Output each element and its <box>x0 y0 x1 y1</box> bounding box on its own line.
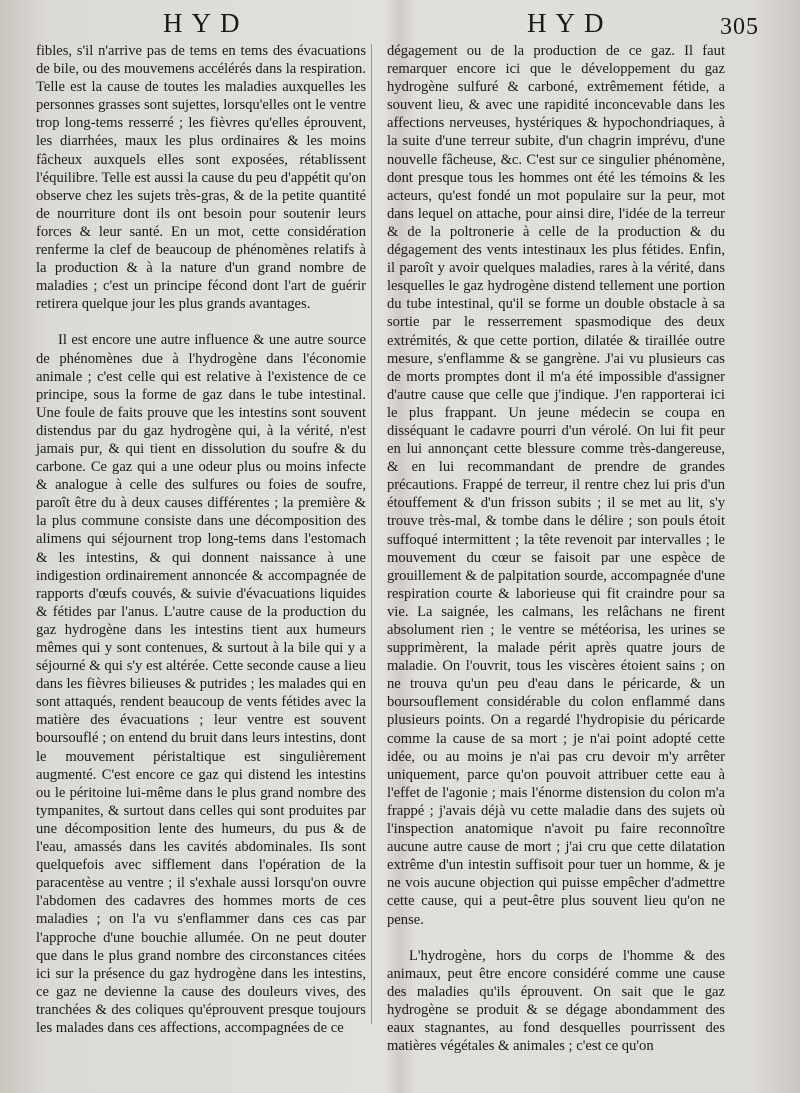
paragraph: Il est encore une autre influence & une autre source de phénomènes due à l'hydrogène dans l'économie animale ; c'est celle qui est relative à l'existence de ce principe, sous la forme de gaz dans le tube intestinal. Une foule de faits prouve que les intestins sont souvent distendus par du gaz hydrogène qui, à la vérité, n'est jamais pur, & qui tient en dissolution du soufre & du carbone. Ce gaz qui a une odeur plus ou moins infecte & analogue à celle des sulfures ou foies de soufre, paroît être du à deux causes différentes ; la première & la plus commune consiste dans une décomposition des alimens qui séjournent trop long-tems dans l'estomach & les intestins, & qui donnent naissance à une indigestion ordinairement annoncée & accompagnée de rapports d'œufs couvés, & suivie d'évacuations liquides & fétides par l'anus. L'autre cause de la production du gaz hydrogène dans les intestins tient aux humeurs mêmes qui y sont contenues, & surtout à la bile qui y a séjourné & qui s'y est altérée. Cette seconde cause a lieu dans les fièvres bilieuses & putrides ; les malades qui en sont attaqués, rendent beaucoup de vents fétides avec la matière des évacuations ; leur ventre est souvent boursouflé ; on entend du bruit dans leurs intestins, dont le mouvement péristaltique est singulièrement augmenté. C'est encore ce gaz qui distend les intestins ou le péritoine lui-même dans le plus grand nombre des tympanites, & surtout dans celles qui sont produites par une décomposition lente des humeurs, du pus & de l'eau, amassés dans les cavités abdominales. Ils sont quelquefois avec sifflement dans l'opération de la paracentèse au ventre ; il s'exhale aussi lorsqu'on ouvre l'abdomen des cadavres des hommes morts de ces maladies ; on l'a vu s'enflammer dans ces cas par l'approche d'une bouchie allumée. On ne peut douter que dans le plus grand nombre des circonstances citées ici sur la présence du gaz hydrogène dans les intestins, ce gaz ne devienne la cause des douleurs vives, des tranchées & des coliques qu'éprouvent presque toujours les malades dans ces affections, accompagnées de ce <box>36 332 366 1036</box>
paragraph: fibles, s'il n'arrive pas de tems en tems des évacuations de bile, ou des mouvemens accélérés dans la respiration. Telle est la cause de toutes les maladies auxquelles les personnes grasses sont sujettes, lorsqu'elles ont le ventre trop long-tems resserré ; les fièvres qu'elles éprouvent, les diarrhées, maux les plus ordinaires & les moins fâcheux auxquels elles sont exposées, rétablissent l'équilibre. Telle est aussi la cause du peu d'appétit qu'on observe chez les sujets très-gras, & de la petite quantité de nourriture dont ils ont besoin pour soutenir leurs forces & leur santé. En un mot, cette considération renferme la clef de beaucoup de phénomènes relatifs à la production & à la nature d'un grand nombre de maladies ; c'est un principe fécond dont l'art de guérir retirera quelque jour les plus grands avantages. <box>36 43 366 313</box>
column-divider <box>371 44 372 1024</box>
right-column <box>387 42 725 1055</box>
left-column <box>36 42 366 1037</box>
paragraph: dégagement ou de la production de ce gaz. Il faut remarquer encore ici que le développement du gaz hydrogène sulfuré & carboné, extrêmement fétide, a souvent lieu, & avec une rapidité inconcevable dans les affections nerveuses, hystériques & hypochondriaques, à la suite d'une terreur subite, d'un chagrin imprévu, d'une nouvelle fâcheuse, &c. C'est sur ce singulier phénomène, dont presque tous les hommes ont été les témoins & les acteurs, qu'est fondé un mot populaire sur la peur, mot dans lequel on attache, pour ainsi dire, l'idée de la terreur & de la poltronerie à celle de la production & du dégagement des vents intestinaux les plus fétides. Enfin, il paroît y avoir quelques maladies, rares à la vérité, dans lesquelles le gaz hydrogène distend tellement une portion du tube intestinal, qu'il se forme un double obstacle à sa sortie par le resserrement spasmodique des deux extrémités, & que cette portion, dilatée & tiraillée outre mesure, s'enflamme & se gangrène. J'ai vu plusieurs cas de morts promptes dont il m'a été impossible d'assigner d'autre cause que celle que j'indique. J'en rapporterai ici le plus frappant. Un jeune médecin se coupa en disséquant le cadavre pourri d'un vérolé. On lui fit peur en lui annonçant cette blessure comme très-dangereuse, & en lui recommandant de prendre de grandes précautions. Frappé de terreur, il rentre chez lui pris d'un étouffement & d'un frisson subits ; il se met au lit, s'y trouve très-mal, & tombe dans le délire ; son pouls étoit suffoqué intermittent ; la tête revenoit par intervalles ; le mouvement du cœur se faisoit par une espèce de grouillement & de palpitation sourde, accompagnée d'une respiration courte & laborieuse qui fit craindre pour sa vie. La saignée, les calmans, les relâchans ne firent absolument rien ; le ventre se météorisa, les urines se supprimèrent, la malade périt après quatre jours de maladie. On l'ouvrit, tous les viscères étoient sains ; on ne trouva qu'un peu d'eau dans le péricarde, & un boursouflement considérable du colon enflammé dans plusieurs points. On a regardé l'hydropisie du péricarde comme la cause de sa mort ; je n'ai point adopté cette idée, ou au moins je n'ai pas cru devoir m'y arrêter uniquement, parce qu'on pouvoit attribuer cette eau à l'effet de l'agonie ; mais l'énorme distension du colon m'a frappé ; j'avais déjà vu cette maladie dans des sujets où l'inspection anatomique n'avoit pu faire reconnoître aucune autre cause de mort ; j'ai cru que cette dilatation extrême d'un intestin suffisoit pour tuer un homme, & je ne vois aucune objection qui puisse empêcher d'admettre cette cause, qui a peut-être plus souvent lieu qu'on ne pense. <box>387 43 725 928</box>
left-running-head: HYD <box>163 8 249 38</box>
paragraph: L'hydrogène, hors du corps de l'homme & des animaux, peut être encore considéré comme une cause des maladies qu'ils éprouvent. On sait que le gaz hydrogène se produit & se dégage abondamment des eaux stagnantes, au fond desquelles pourrissent des matières végétales & animales ; c'est ce qu'on <box>387 947 725 1055</box>
running-header <box>0 8 800 40</box>
right-running-head: HYD <box>527 8 613 38</box>
page-number: 305 <box>720 14 759 40</box>
